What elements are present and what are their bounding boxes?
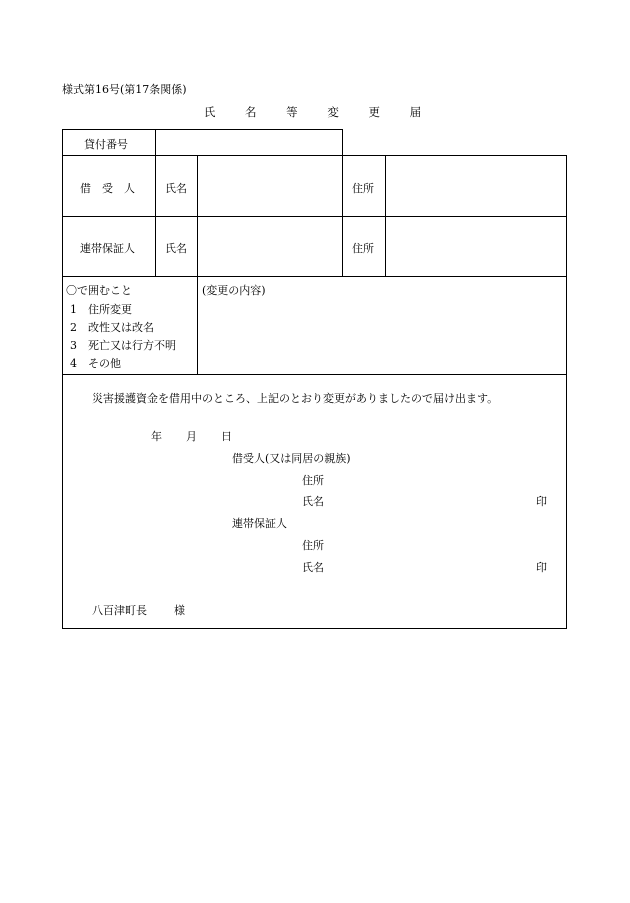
borrower-name-field[interactable] (199, 157, 341, 215)
borrower-heading: 借受人(又は同居の親族) (232, 452, 351, 465)
change-content-label: (変更の内容) (202, 284, 266, 297)
borrower-address-field[interactable] (387, 157, 565, 215)
borrower-address-caption: 住所 (302, 474, 324, 487)
guarantor-name-field[interactable] (199, 218, 341, 275)
borrower-label: 借 受 人 (80, 182, 135, 195)
addressee: 八百津町長 (92, 604, 147, 617)
guarantor-name-caption: 氏名 (302, 561, 324, 574)
form-number-label: 様式第16号(第17条関係) (62, 83, 187, 96)
date-day-label: 日 (221, 430, 232, 443)
table-border (342, 129, 343, 277)
loan-number-label: 貸付番号 (84, 138, 128, 151)
declaration-statement: 災害援護資金を借用中のところ、上記のとおり変更がありましたので届け出ます。 (92, 392, 499, 405)
change-option-1[interactable]: 1 住所変更 (70, 303, 132, 316)
table-border (62, 129, 343, 130)
date-year-label: 年 (151, 430, 162, 443)
table-border (155, 129, 156, 277)
document-title: 氏 名 等 変 更 届 (203, 105, 435, 119)
circle-instruction: 〇で囲むこと (66, 284, 132, 297)
date-month-label: 月 (186, 430, 197, 443)
change-content-field[interactable] (199, 297, 565, 373)
table-border (197, 155, 198, 374)
change-option-4[interactable]: 4 その他 (70, 357, 121, 370)
table-border (62, 129, 63, 629)
guarantor-address-caption: 住所 (302, 539, 324, 552)
guarantor-name-label: 氏名 (165, 242, 187, 255)
guarantor-address-label: 住所 (352, 242, 374, 255)
change-option-2[interactable]: 2 改性又は改名 (70, 321, 154, 334)
guarantor-heading: 連帯保証人 (232, 517, 287, 530)
borrower-address-label: 住所 (352, 182, 374, 195)
table-border (62, 374, 567, 375)
table-border (566, 155, 567, 629)
borrower-seal-mark: 印 (536, 495, 547, 508)
borrower-name-caption: 氏名 (302, 495, 324, 508)
loan-number-field[interactable] (157, 131, 341, 154)
guarantor-address-field[interactable] (387, 218, 565, 275)
table-border (62, 628, 567, 629)
guarantor-label: 連帯保証人 (80, 242, 135, 255)
table-border (62, 276, 567, 277)
borrower-name-label: 氏名 (165, 182, 187, 195)
addressee-honorific: 様 (174, 604, 185, 617)
table-border (62, 216, 567, 217)
table-border (385, 155, 386, 276)
change-option-3[interactable]: 3 死亡又は行方不明 (70, 339, 176, 352)
table-border (62, 155, 567, 156)
guarantor-seal-mark: 印 (536, 561, 547, 574)
